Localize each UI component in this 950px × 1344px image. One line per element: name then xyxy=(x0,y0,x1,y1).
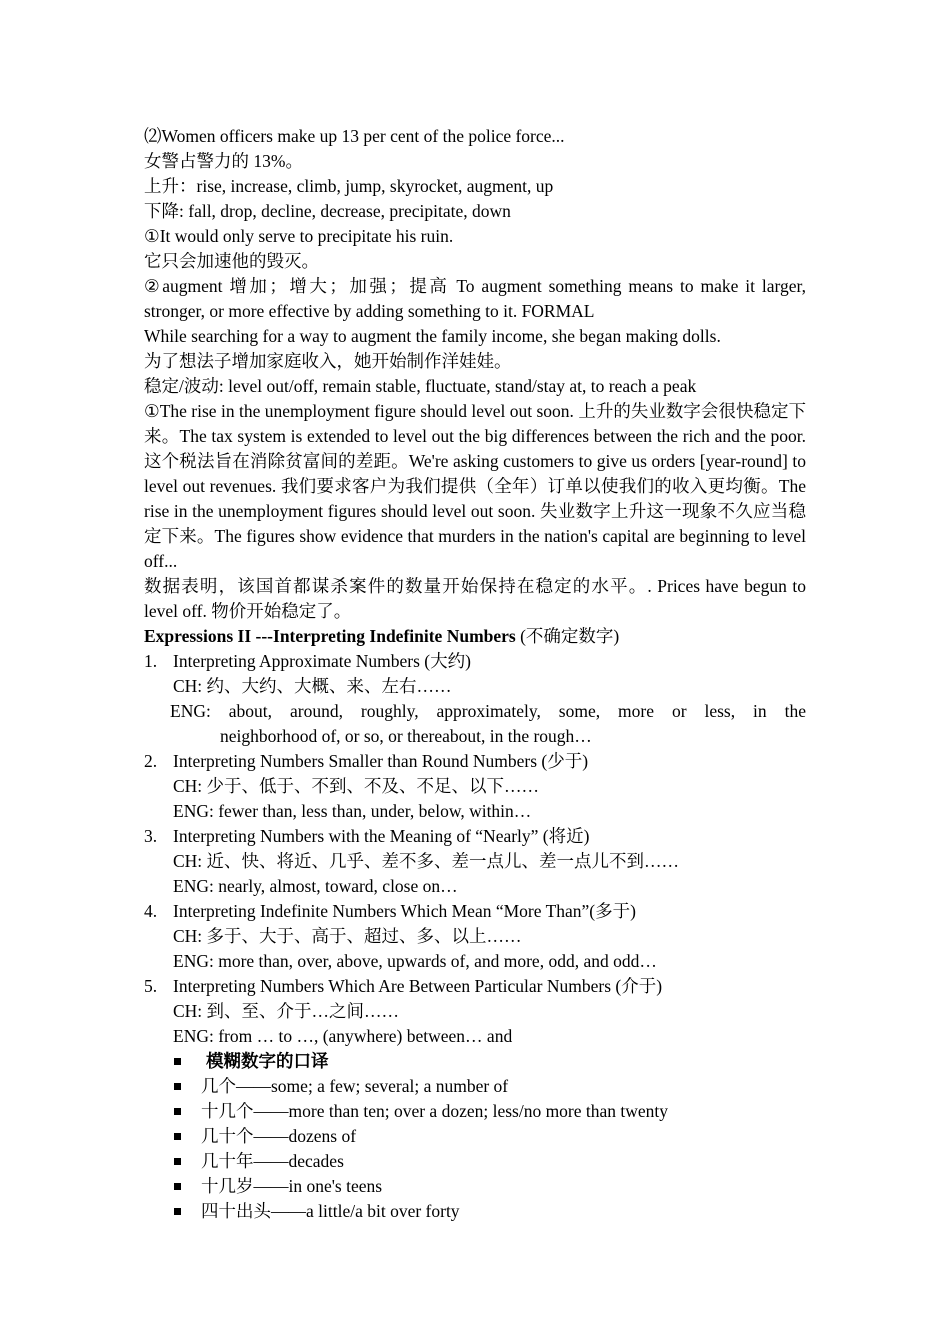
bullet-item xyxy=(144,1124,806,1149)
list-item-ch: CH: 多于、大于、高于、超过、多、以上…… xyxy=(173,926,522,946)
text-line: ⑵Women officers make up 13 per cent of the police force... xyxy=(144,126,565,146)
list-item-title: Interpreting Approximate Numbers (大约) xyxy=(173,651,471,671)
bullet-text: 几个——some; a few; several; a number of xyxy=(201,1076,509,1096)
square-bullet-icon xyxy=(174,1183,181,1190)
list-number: 3. xyxy=(144,826,158,846)
list-number: 1. xyxy=(144,651,158,671)
list-item-title: Interpreting Numbers with the Meaning of “Nearly” (将近) xyxy=(173,826,590,846)
list-item-title: Interpreting Numbers Smaller than Round Numbers (少于) xyxy=(173,751,589,771)
bullet-title-text: 模糊数字的口译 xyxy=(206,1051,329,1071)
text-line: 女警占警力的 13%。 xyxy=(144,151,303,171)
list-item-eng-continued: neighborhood of, or so, or thereabout, in the rough… xyxy=(220,726,592,746)
bullet-item xyxy=(144,1199,806,1224)
list-number: 5. xyxy=(144,976,158,996)
section-heading-bold: Expressions II ---Interpreting Indefinite Numbers xyxy=(144,626,516,646)
section-heading-tail: (不确定数字) xyxy=(515,626,620,646)
text-line: 上升：rise, increase, climb, jump, skyrocket, augment, up xyxy=(144,176,554,196)
list-item xyxy=(144,974,806,1049)
bullet-text: 几十年——decades xyxy=(201,1151,344,1171)
square-bullet-icon xyxy=(174,1083,181,1090)
square-bullet-icon xyxy=(174,1208,181,1215)
square-bullet-icon xyxy=(174,1158,181,1165)
list-item xyxy=(144,649,806,749)
list-item xyxy=(144,899,806,974)
list-item-eng: ENG: fewer than, less than, under, below, within… xyxy=(173,801,532,821)
bullet-text: 几十个——dozens of xyxy=(201,1126,357,1146)
list-item-ch: CH: 少于、低于、不到、不及、不足、以下…… xyxy=(173,776,540,796)
bullet-item-title xyxy=(144,1049,806,1074)
list-item xyxy=(144,749,806,824)
level-paragraph: ①The rise in the unemployment figure should level out soon. 上升的失业数字会很快稳定下来。The tax system is extended to level out the big differences between the rich and the poor. 这个税法旨在消除贫富间的差距。We're asking customers to give us orders [year-round] to level out revenues. 我们要求客户为我们提供（全年）订单以使我们的收入更均衡。The rise in the unemployment figures should level out soon. 失业数字上升这一现象不久应当稳定下来。The figures show evidence that murders in the nation's capital are beginning to level off... xyxy=(144,401,806,571)
augment-translation: 为了想法子增加家庭收入，她开始制作洋娃娃。 xyxy=(144,351,512,371)
text-line: 下降: fall, drop, decline, decrease, precipitate, down xyxy=(144,201,511,221)
bullet-item xyxy=(144,1074,806,1099)
bullet-item xyxy=(144,1174,806,1199)
list-item-title: Interpreting Indefinite Numbers Which Mean “More Than”(多于) xyxy=(173,901,636,921)
square-bullet-icon xyxy=(174,1133,181,1140)
list-item-ch: CH: 近、快、将近、几乎、差不多、差一点儿、差一点儿不到…… xyxy=(173,851,680,871)
list-item-eng: ENG: about, around, roughly, approximately, some, more or less, in the xyxy=(170,701,806,721)
list-item-ch: CH: 到、至、介于…之间…… xyxy=(173,1001,400,1021)
section-heading xyxy=(144,624,806,649)
list-item-eng: ENG: nearly, almost, toward, close on… xyxy=(173,876,458,896)
augment-definition: ②augment 增加；增大；加强；提高 To augment something means to make it larger, stronger, or more effective by adding something to it. FORMAL xyxy=(144,276,806,321)
list-number: 2. xyxy=(144,751,158,771)
list-item-eng: ENG: from … to …, (anywhere) between… and xyxy=(173,1026,513,1046)
list-item-eng: ENG: more than, over, above, upwards of, and more, odd, and odd… xyxy=(173,951,657,971)
square-bullet-icon xyxy=(174,1058,181,1065)
list-item-ch: CH: 约、大约、大概、来、左右…… xyxy=(173,676,452,696)
square-bullet-icon xyxy=(174,1108,181,1115)
bullet-item xyxy=(144,1149,806,1174)
list-item xyxy=(144,824,806,899)
text-line: 它只会加速他的毁灭。 xyxy=(144,251,319,271)
bullet-text: 十几个——more than ten; over a dozen; less/no more than twenty xyxy=(201,1101,669,1121)
list-number: 4. xyxy=(144,901,158,921)
murder-paragraph: 数据表明，该国首都谋杀案件的数量开始保持在稳定的水平。. Prices have begun to level off. 物价开始稳定了。 xyxy=(144,576,806,621)
bullet-text: 十几岁——in one's teens xyxy=(201,1176,383,1196)
list-item-title: Interpreting Numbers Which Are Between Particular Numbers (介于) xyxy=(173,976,663,996)
level-heading: 稳定/波动: level out/off, remain stable, fluctuate, stand/stay at, to reach a peak xyxy=(144,376,697,396)
bullet-text: 四十出头——a little/a bit over forty xyxy=(201,1201,460,1221)
bullet-item xyxy=(144,1099,806,1124)
text-line: ①It would only serve to precipitate his ruin. xyxy=(144,226,454,246)
augment-example: While searching for a way to augment the family income, she began making dolls. xyxy=(144,326,721,346)
document-page xyxy=(144,124,806,1224)
